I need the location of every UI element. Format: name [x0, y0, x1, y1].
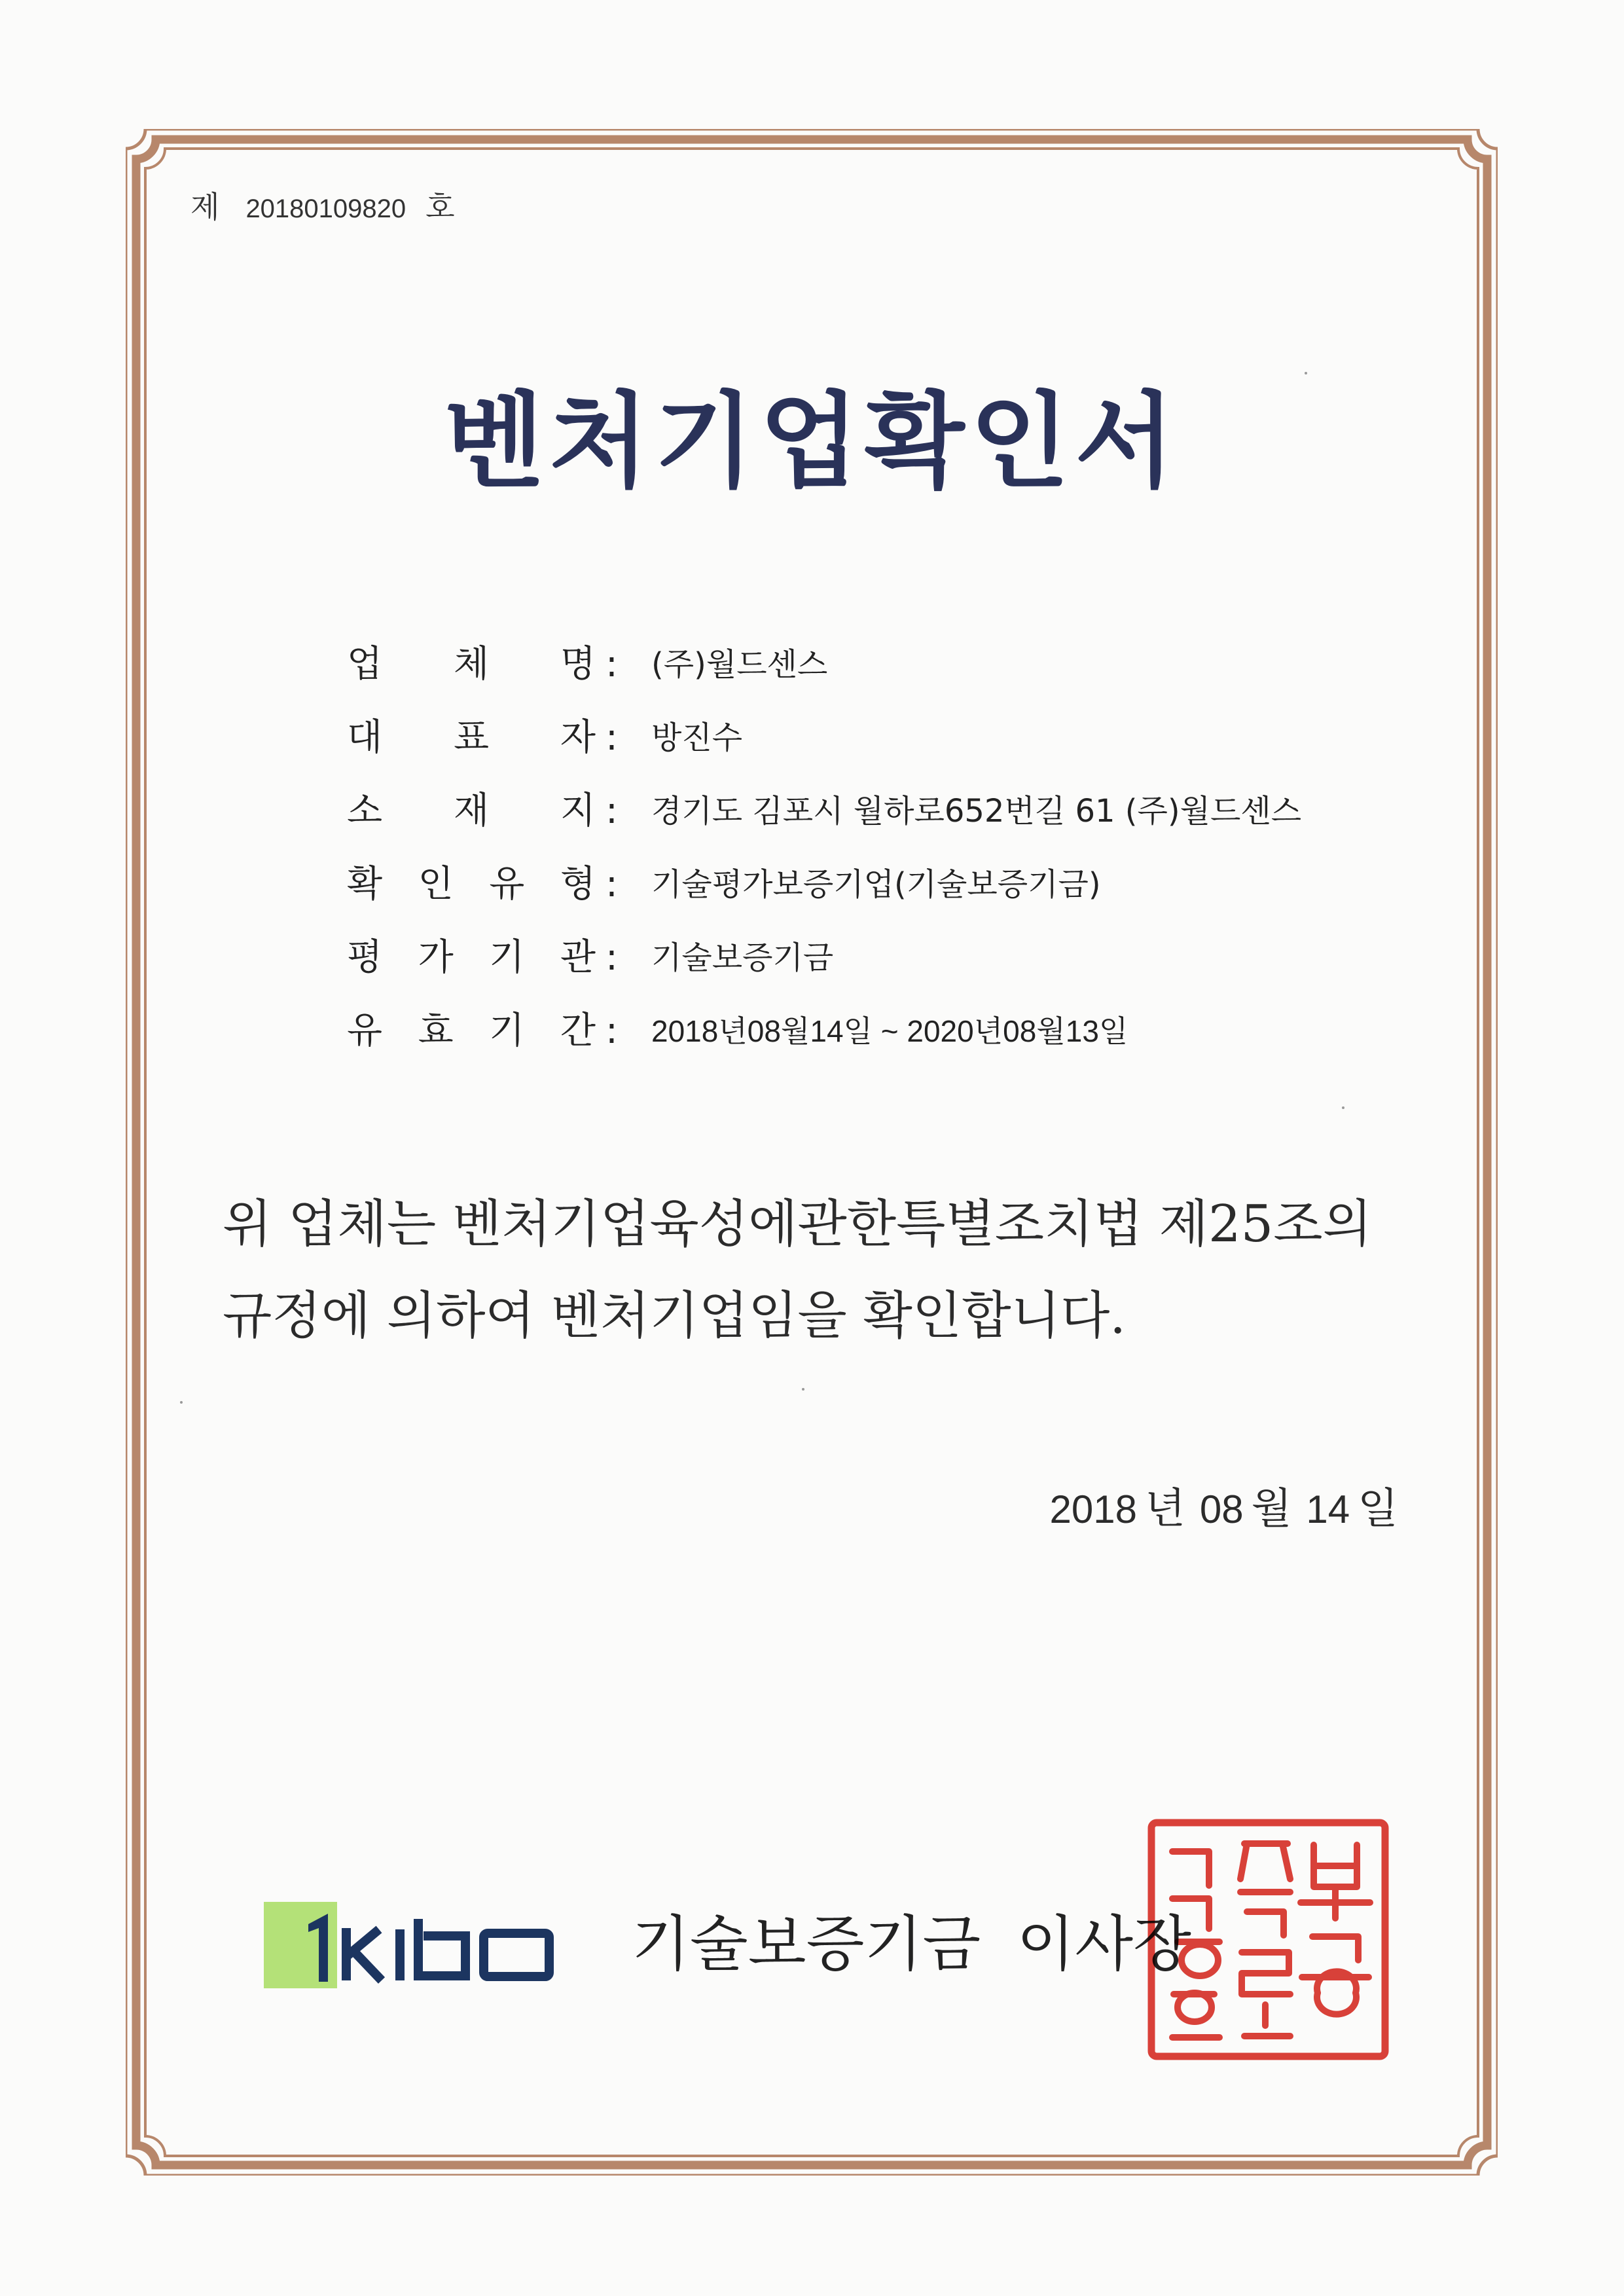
issuer-role: 이사장: [1017, 1909, 1191, 1979]
issue-month: 08: [1199, 1487, 1244, 1531]
certificate-number: [190, 187, 455, 227]
field-validity-period: [347, 1002, 1394, 1061]
official-seal-stamp: [1142, 1813, 1394, 2066]
representative-value: 방진수: [651, 720, 743, 756]
evaluation-agency-value: 기술보증기금: [651, 939, 834, 976]
scan-speck: [802, 1388, 804, 1391]
certification-statement: [223, 1178, 1440, 1362]
field-confirmation-type: [347, 855, 1394, 914]
field-company-name: [347, 635, 1394, 694]
issuer-organization: 기술보증기금: [632, 1909, 981, 1979]
validity-period-value: 2018년08월14일 ~ 2020년08월13일: [651, 1014, 1128, 1048]
issue-year: 2018: [1049, 1487, 1138, 1531]
field-label: 업 체 명: [347, 643, 596, 685]
field-colon: :: [605, 790, 618, 832]
confirmation-type-value: 기술평가보증기업(기술보증기금): [651, 866, 1101, 903]
field-label: 소 재 지: [347, 790, 596, 832]
field-colon: :: [605, 936, 618, 979]
serial-number: 20180109820: [245, 194, 406, 223]
field-colon: :: [605, 643, 618, 685]
issue-day: 14: [1306, 1487, 1350, 1531]
field-label: 확 인 유 형: [347, 863, 596, 905]
issue-year-unit: 년: [1145, 1485, 1185, 1533]
scan-speck: [180, 1401, 183, 1404]
field-colon: :: [605, 1010, 618, 1052]
address-value: 경기도 김포시 월하로652번길 61 (주)월드센스: [651, 793, 1302, 829]
issue-date: [1050, 1476, 1398, 1542]
field-colon: :: [605, 863, 618, 905]
statement-line: 규정에 의하여 벤처기업임을 확인합니다.: [223, 1286, 1127, 1345]
field-representative: [347, 708, 1394, 767]
scan-speck: [1342, 1106, 1344, 1109]
kibo-logo: [264, 1895, 604, 1994]
serial-prefix: 제: [190, 189, 220, 225]
issue-month-unit: 월: [1251, 1485, 1292, 1533]
field-evaluation-agency: [347, 928, 1394, 987]
field-label: 유 효 기 간: [347, 1010, 596, 1052]
statement-line: 위 업체는 벤처기업육성에관한특별조치법 제25조의: [223, 1195, 1372, 1254]
company-name-value: (주)월드센스: [651, 646, 828, 683]
field-colon: :: [605, 716, 618, 759]
field-label: 평 가 기 관: [347, 936, 596, 979]
scan-speck: [1305, 372, 1307, 374]
serial-suffix: 호: [425, 189, 455, 225]
issuer-title: [632, 1902, 1191, 1987]
certificate-title: 벤처기업확인서: [444, 381, 1180, 502]
field-label: 대 표 자: [347, 716, 596, 759]
issue-day-unit: 일: [1358, 1485, 1398, 1533]
field-address: [347, 782, 1394, 841]
